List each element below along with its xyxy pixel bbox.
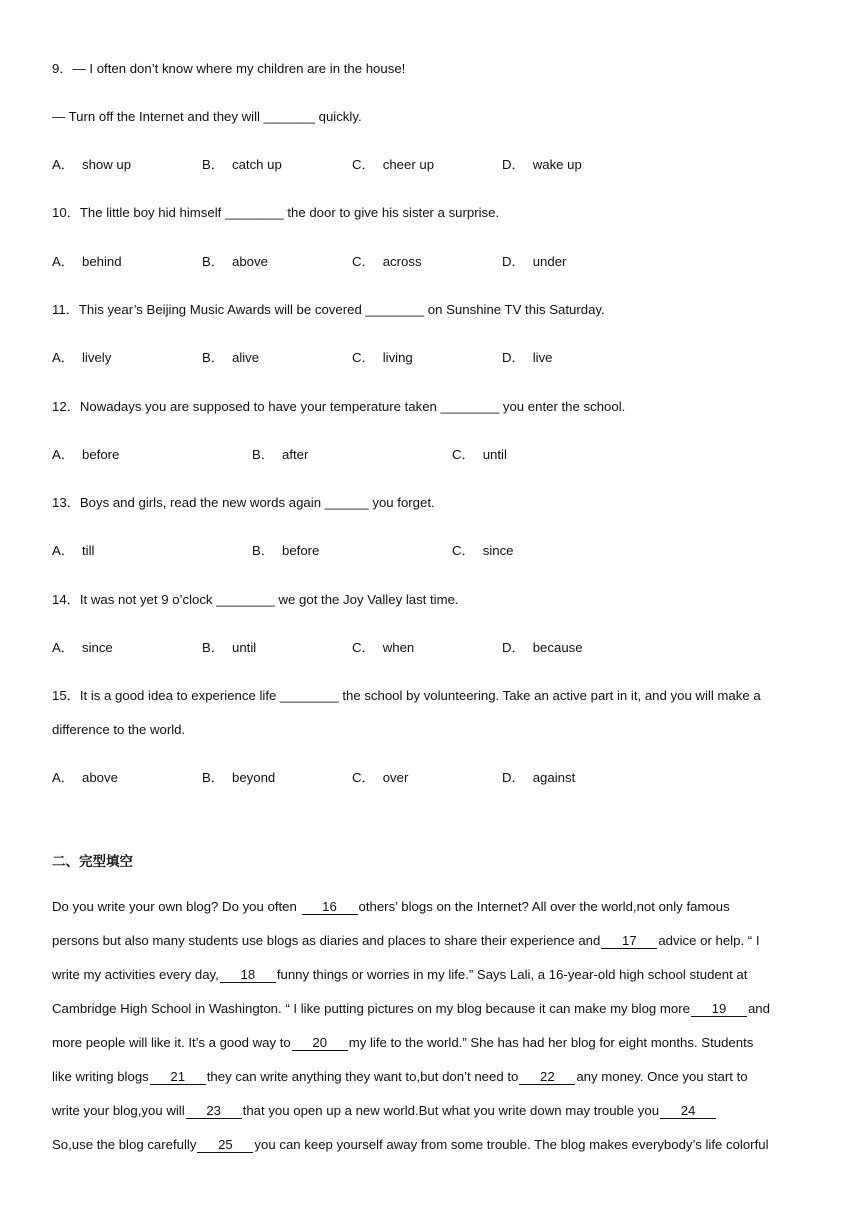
option-text: since: [482, 543, 514, 558]
option-text: beyond: [231, 770, 276, 785]
passage-line: [52, 932, 760, 950]
option-text: alive: [231, 350, 260, 365]
passage-text: they can write anything they want to,but don’t need to: [206, 1069, 519, 1084]
passage-text: write your blog,you will: [52, 1103, 185, 1118]
answer-option[interactable]: [52, 156, 131, 174]
option-letter: B．: [202, 157, 224, 172]
passage-text: Do you write your own blog? Do you often: [52, 899, 301, 914]
question-stem: 13．Boys and girls, read the new words again ______ you forget.: [52, 495, 435, 510]
option-letter: A．: [52, 254, 74, 269]
option-text: across: [382, 254, 422, 269]
answer-option[interactable]: [502, 349, 553, 367]
option-text: until: [482, 447, 507, 462]
option-text: above: [231, 254, 268, 269]
cloze-blank[interactable]: 20: [292, 1035, 348, 1051]
cloze-blank[interactable]: 17: [601, 933, 657, 949]
option-letter: A．: [52, 770, 74, 785]
option-letter: C．: [452, 543, 475, 558]
option-text: till: [81, 543, 95, 558]
passage-line: [52, 1068, 748, 1086]
option-text: against: [532, 770, 576, 785]
option-text: live: [532, 350, 553, 365]
options-row: [52, 639, 812, 657]
passage-text: Cambridge High School in Washington. “ I like putting pictures on my blog because it can make my blog more: [52, 1001, 690, 1016]
answer-option[interactable]: [352, 349, 413, 367]
answer-option[interactable]: [52, 349, 111, 367]
option-letter: A．: [52, 447, 74, 462]
answer-option[interactable]: [352, 639, 414, 657]
option-letter: B．: [202, 254, 224, 269]
question-stem: 11．This year’s Beijing Music Awards will be covered ________ on Sunshine TV this Saturday.: [52, 302, 605, 317]
cloze-blank[interactable]: 16: [302, 899, 358, 915]
passage-text: like writing blogs: [52, 1069, 149, 1084]
option-text: before: [81, 447, 120, 462]
cloze-blank[interactable]: 25: [197, 1137, 253, 1153]
answer-option[interactable]: [252, 542, 319, 560]
option-letter: D．: [502, 254, 525, 269]
option-text: when: [382, 640, 415, 655]
question-stem: — Turn off the Internet and they will _______ quickly.: [52, 109, 362, 124]
answer-option[interactable]: [502, 769, 575, 787]
section-title: 二、完型填空: [52, 854, 133, 870]
question-stem: 9．— I often don’t know where my children are in the house!: [52, 61, 406, 76]
option-text: over: [382, 770, 409, 785]
option-text: show up: [81, 157, 132, 172]
answer-option[interactable]: [202, 349, 259, 367]
option-text: under: [532, 254, 567, 269]
option-letter: A．: [52, 157, 74, 172]
option-text: living: [382, 350, 413, 365]
option-letter: D．: [502, 157, 525, 172]
answer-option[interactable]: [52, 446, 119, 464]
options-row: [52, 349, 812, 367]
passage-text: So,use the blog carefully: [52, 1137, 197, 1152]
cloze-blank[interactable]: 21: [150, 1069, 206, 1085]
option-letter: C．: [452, 447, 475, 462]
cloze-blank[interactable]: 19: [691, 1001, 747, 1017]
option-letter: D．: [502, 350, 525, 365]
passage-text: others’ blogs on the Internet? All over the world,not only famous: [358, 899, 730, 914]
option-text: before: [281, 543, 320, 558]
options-row: [52, 253, 812, 271]
option-letter: C．: [352, 640, 375, 655]
passage-text: persons but also many students use blogs as diaries and places to share their experience and: [52, 933, 601, 948]
answer-option[interactable]: [452, 542, 514, 560]
answer-option[interactable]: [202, 769, 275, 787]
option-text: since: [81, 640, 113, 655]
option-letter: B．: [202, 350, 224, 365]
option-letter: C．: [352, 254, 375, 269]
passage-text: any money. Once you start to: [576, 1069, 748, 1084]
option-letter: B．: [202, 640, 224, 655]
passage-text: that you open up a new world.But what you write down may trouble you: [242, 1103, 660, 1118]
answer-option[interactable]: [502, 253, 566, 271]
cloze-blank[interactable]: 18: [220, 967, 276, 983]
passage-text: and: [747, 1001, 770, 1016]
question-stem: 12．Nowadays you are supposed to have your temperature taken ________ you enter the school.: [52, 399, 626, 414]
question-stem: difference to the world.: [52, 722, 186, 737]
cloze-blank[interactable]: 23: [186, 1103, 242, 1119]
passage-line: [52, 1034, 753, 1052]
option-text: until: [231, 640, 257, 655]
passage-text: advice or help. “ I: [658, 933, 760, 948]
cloze-blank[interactable]: 24: [660, 1103, 716, 1119]
passage-line: [52, 1000, 770, 1018]
option-text: lively: [81, 350, 112, 365]
passage-text: my life to the world.” She has had her blog for eight months. Students: [348, 1035, 754, 1050]
answer-option[interactable]: [252, 446, 308, 464]
answer-option[interactable]: [502, 156, 582, 174]
option-letter: C．: [352, 350, 375, 365]
options-row: [52, 769, 812, 787]
answer-option[interactable]: [352, 769, 408, 787]
cloze-blank[interactable]: 22: [519, 1069, 575, 1085]
option-text: behind: [81, 254, 122, 269]
option-letter: C．: [352, 770, 375, 785]
options-row: [52, 542, 812, 560]
option-letter: A．: [52, 640, 74, 655]
option-text: catch up: [231, 157, 282, 172]
option-letter: B．: [252, 447, 274, 462]
option-text: because: [532, 640, 583, 655]
option-letter: B．: [202, 770, 224, 785]
passage-text: funny things or worries in my life.” Says Lali, a 16-year-old high school student at: [276, 967, 748, 982]
options-row: [52, 446, 812, 464]
passage-text: write my activities every day,: [52, 967, 219, 982]
option-letter: B．: [252, 543, 274, 558]
option-letter: C．: [352, 157, 375, 172]
option-text: wake up: [532, 157, 582, 172]
answer-option[interactable]: [502, 639, 583, 657]
passage-line: [52, 966, 747, 984]
option-text: after: [281, 447, 309, 462]
question-stem: 14．It was not yet 9 o’clock ________ we got the Joy Valley last time.: [52, 592, 459, 607]
answer-option[interactable]: [52, 253, 122, 271]
answer-option[interactable]: [352, 156, 434, 174]
passage-text: you can keep yourself away from some trouble. The blog makes everybody’s life colorful: [254, 1137, 769, 1152]
option-text: above: [81, 770, 118, 785]
option-letter: A．: [52, 350, 74, 365]
answer-option[interactable]: [202, 253, 268, 271]
answer-option[interactable]: [452, 446, 507, 464]
answer-option[interactable]: [202, 639, 256, 657]
answer-option[interactable]: [52, 542, 94, 560]
passage-text: more people will like it. It’s a good way to: [52, 1035, 291, 1050]
option-letter: D．: [502, 640, 525, 655]
option-letter: A．: [52, 543, 74, 558]
option-letter: D．: [502, 770, 525, 785]
passage-line: [52, 1136, 769, 1154]
question-stem: 10．The little boy hid himself ________ the door to give his sister a surprise.: [52, 205, 500, 220]
passage-line: [52, 898, 730, 916]
answer-option[interactable]: [202, 156, 282, 174]
answer-option[interactable]: [352, 253, 422, 271]
question-stem: 15．It is a good idea to experience life ________ the school by volunteering. Take an active part in it, and you will make a: [52, 688, 761, 703]
options-row: [52, 156, 812, 174]
answer-option[interactable]: [52, 639, 113, 657]
answer-option[interactable]: [52, 769, 118, 787]
passage-line: [52, 1102, 717, 1120]
option-text: cheer up: [382, 157, 435, 172]
